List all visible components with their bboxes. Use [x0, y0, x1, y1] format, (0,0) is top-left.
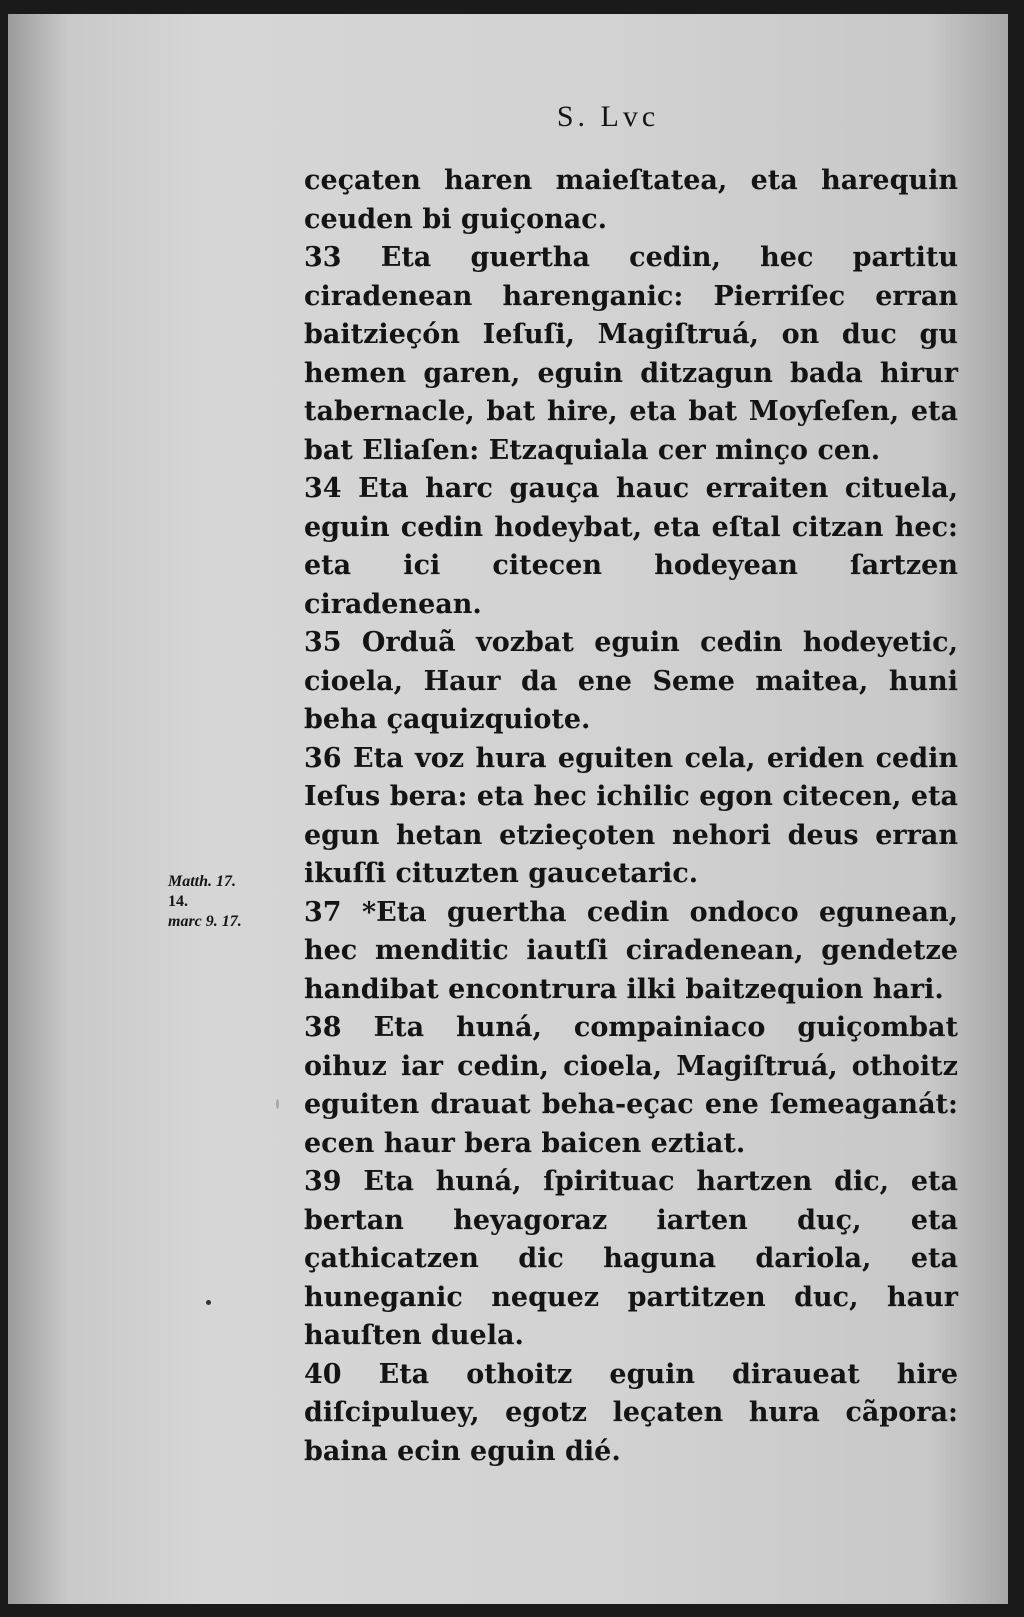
margin-notes: [168, 872, 308, 932]
ink-speck: [206, 1300, 211, 1305]
verse-35: 35 Orduã vozbat eguin cedin hodeyetic, cioela, Haur da ene Seme maitea, huni beha çaquizquiote.: [304, 627, 958, 735]
margin-ref-matthew: Matth. 17.: [168, 873, 237, 890]
margin-ref-mark: marc 9. 17.: [168, 913, 242, 930]
verse-39: 39 Eta huná, ſpirituac hartzen dic, eta bertan heyagoraz iarten duç, eta çathicatzen dic haguna dariola, eta huneganic nequez partitzen duc, haur hauſten duela.: [304, 1166, 958, 1351]
verse-33: 33 Eta guertha cedin, hec partitu ciradenean harenganic: Pierriſec erran baitzieçón Ieſuſi, Magiſtruá, on duc gu hemen garen, eguin ditzagun bada hirur tabernacle, bat hire, eta bat Moyſeſen, eta bat Eliaſen: Etzaquiala cer minço cen.: [304, 242, 958, 466]
page-header: S. Lvc: [556, 100, 660, 133]
verse-37: 37 *Eta guertha cedin ondoco egunean, hec menditic iautſi ciradenean, gendetze handibat encontrura ilki baitzequion hari.: [304, 896, 958, 1005]
ink-speck-2: [276, 1099, 279, 1109]
verse-34: 34 Eta harc gauça hauc erraiten cituela, eguin cedin hodeybat, eta eſtal citzan hec: eta ici citecen hodeyean ſartzen ciradenean.: [304, 473, 958, 620]
verse-40: 40 Eta othoitz eguin diraueat hire diſcipuluey, egotz leçaten hura cãpora: baina ecin eguin dié.: [304, 1358, 958, 1467]
verse-38: 38 Eta huná, compainiaco guiçombat oihuz iar cedin, cioela, Magiſtruá, othoitz eguiten drauat beha-eçac ene ſemeaganát: ecen haur bera baicen eztiat.: [304, 1012, 958, 1159]
verse-36: 36 Eta voz hura eguiten cela, eriden cedin Ieſus bera: eta hec ichilic egon citecen, eta egun hetan etzieçoten nehori deus erran ikuſſi cituzten gaucetaric.: [304, 742, 958, 889]
book-page: [8, 14, 1008, 1604]
margin-ref-matthew-verse: 14.: [168, 893, 188, 910]
bleed-through-notes: [168, 284, 278, 374]
text-block: [304, 162, 958, 1471]
paragraph-continuation: ceçaten haren maieſtatea, eta harequin ceuden bi guiçonac.: [304, 165, 958, 235]
